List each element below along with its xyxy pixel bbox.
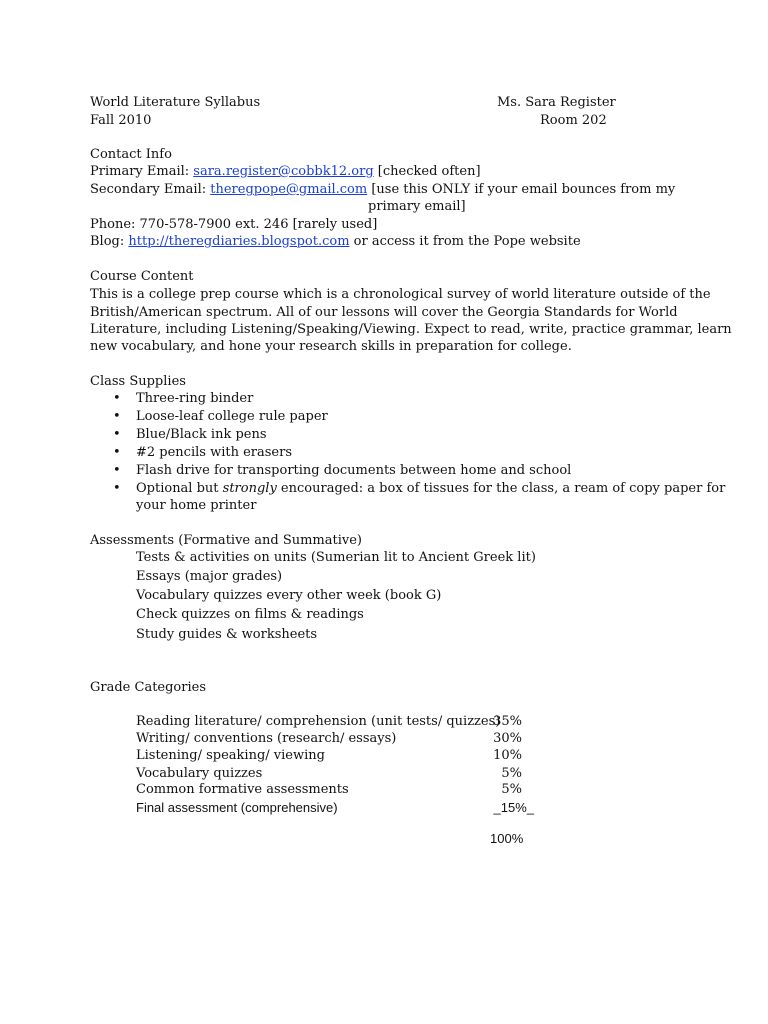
course-content-line: British/American spectrum. All of our lessons will cover the Georgia Standards for World — [90, 305, 678, 320]
supply-item: Three-ring binder — [136, 391, 254, 406]
page-title: World Literature Syllabus — [90, 95, 261, 110]
assessment-item: Tests & activities on units (Sumerian lit to Ancient Greek lit) — [136, 550, 536, 565]
primary-email-note: [checked often] — [373, 164, 481, 179]
grade-category-percent: 10% — [493, 748, 522, 763]
assessment-item: Vocabulary quizzes every other week (book G) — [136, 588, 442, 603]
blog-link[interactable]: http://theregdiaries.blogspot.com — [128, 234, 350, 249]
secondary-email-link[interactable]: theregpope@gmail.com — [210, 182, 368, 197]
assessment-item: Check quizzes on films & readings — [136, 607, 364, 622]
secondary-email-note-cont: primary email] — [368, 199, 466, 214]
bullet-icon: • — [113, 409, 121, 424]
bullet-icon: • — [113, 481, 121, 496]
grade-category-label: Common formative assessments — [136, 782, 349, 797]
grade-category-percent: _15%_ — [493, 800, 534, 815]
optional-pre: Optional but — [136, 481, 223, 496]
bullet-icon: • — [113, 427, 121, 442]
phone-line: Phone: 770-578-7900 ext. 246 [rarely used] — [90, 217, 378, 232]
assessments-heading: Assessments (Formative and Summative) — [90, 533, 362, 548]
grades-heading: Grade Categories — [90, 680, 206, 695]
bullet-icon: • — [113, 391, 121, 406]
assessment-item: Study guides & worksheets — [136, 627, 318, 642]
primary-email-link[interactable]: sara.register@cobbk12.org — [193, 164, 374, 179]
course-content-line: new vocabulary, and hone your research skills in preparation for college. — [90, 339, 572, 354]
grade-category-percent: 35% — [493, 714, 522, 729]
grade-category-label: Writing/ conventions (research/ essays) — [136, 731, 397, 746]
course-content-line: This is a college prep course which is a chronological survey of world literature outside of the — [90, 287, 711, 302]
secondary-email-label: Secondary Email: — [90, 182, 211, 197]
supply-item: Loose-leaf college rule paper — [136, 409, 328, 424]
supply-item-optional-cont: your home printer — [136, 498, 257, 513]
grade-category-label: Final assessment (comprehensive) — [136, 800, 338, 815]
supplies-heading: Class Supplies — [90, 374, 186, 389]
grade-category-percent: 5% — [501, 782, 522, 797]
grade-category-label: Vocabulary quizzes — [136, 766, 263, 781]
secondary-email-line — [90, 181, 675, 198]
supply-item: #2 pencils with erasers — [136, 445, 293, 460]
primary-email-line — [90, 163, 481, 180]
grade-category-label: Listening/ speaking/ viewing — [136, 748, 325, 763]
supply-item-optional — [136, 480, 725, 497]
secondary-email-note: [use this ONLY if your email bounces from my — [367, 182, 676, 197]
blog-note: or access it from the Pope website — [349, 234, 581, 249]
course-content-line: Literature, including Listening/Speaking/Viewing. Expect to read, write, practice grammar, learn — [90, 322, 732, 337]
assessment-item: Essays (major grades) — [136, 569, 283, 584]
optional-emphasis: strongly — [222, 481, 277, 496]
term-label: Fall 2010 — [90, 113, 152, 128]
blog-label: Blog: — [90, 234, 129, 249]
optional-post: encouraged: a box of tissues for the class, a ream of copy paper for — [276, 481, 726, 496]
supply-item: Blue/Black ink pens — [136, 427, 267, 442]
bullet-icon: • — [113, 463, 121, 478]
contact-heading: Contact Info — [90, 147, 172, 162]
grade-category-percent: 30% — [493, 731, 522, 746]
room-label: Room 202 — [540, 113, 607, 128]
blog-line — [90, 233, 581, 250]
bullet-icon: • — [113, 445, 121, 460]
grade-category-percent: 5% — [501, 766, 522, 781]
teacher-name: Ms. Sara Register — [497, 95, 616, 110]
course-content-heading: Course Content — [90, 269, 194, 284]
grade-category-label: Reading literature/ comprehension (unit tests/ quizzes) — [136, 714, 501, 729]
grade-total: 100% — [490, 831, 524, 846]
primary-email-label: Primary Email: — [90, 164, 194, 179]
supply-item: Flash drive for transporting documents between home and school — [136, 463, 572, 478]
